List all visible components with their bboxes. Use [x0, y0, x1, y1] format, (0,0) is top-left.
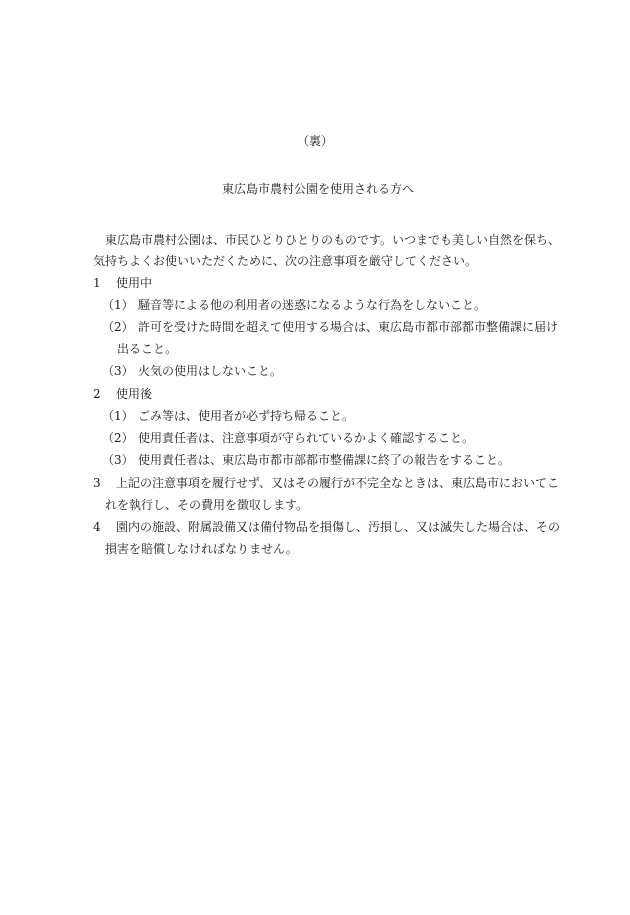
section-4-text-1: 園内の施設、附属設備又は備付物品を損傷し、汚損し、又は滅失した場合は、その: [116, 520, 561, 534]
section-1-heading: 使用中: [116, 276, 153, 290]
section-2-item-3-text: 使用責任者は、東広島市都市部都市整備課に終了の報告をすること。: [138, 453, 511, 467]
section-4-line-1: [93, 519, 560, 535]
section-1-item-2-text-1: 許可を受けた時間を超えて使用する場合は、東広島市都市部都市整備課に届け: [138, 320, 559, 334]
intro-line-2: 気持ちよくお使いいただくために、次の注意事項を厳守してください。: [93, 254, 478, 268]
side-label: （裏）: [296, 134, 333, 148]
intro-line-1: 東広島市農村公園は、市民ひとりひとりのものです。いつまでも美しい自然を保ち、: [105, 233, 561, 247]
section-4-text-2: 損害を賠償しなければなりません。: [105, 542, 298, 556]
section-1-item-1: [102, 297, 486, 313]
section-2-item-1: [102, 408, 354, 424]
section-2-item-1-text: ごみ等は、使用者が必ず持ち帰ること。: [138, 409, 355, 423]
section-1-item-1-number: （1）: [102, 298, 134, 312]
section-3-line-1: [93, 475, 559, 491]
section-2-header: [93, 386, 152, 402]
section-2-item-2-text: 使用責任者は、注意事項が守られているかよく確認すること。: [138, 431, 475, 445]
section-1-item-3-text: 火気の使用はしないこと。: [138, 364, 283, 378]
section-3-number: 3: [93, 476, 101, 490]
section-1-header: [93, 275, 152, 291]
document-title: 東広島市農村公園を使用される方へ: [222, 182, 415, 196]
section-3-text-1: 上記の注意事項を履行せず、又はその履行が不完全なときは、東広島市においてこ: [116, 476, 560, 490]
section-2-item-1-number: （1）: [102, 409, 134, 423]
section-2-item-2: [102, 430, 474, 446]
section-1-item-2-number: （2）: [102, 320, 134, 334]
section-2-number: 2: [93, 387, 101, 401]
section-1-item-2: [102, 319, 558, 335]
section-1-item-3: [102, 363, 282, 379]
section-3-text-2: れを執行し、その費用を徴収します。: [105, 498, 309, 512]
section-1-number: 1: [93, 276, 101, 290]
section-1-item-1-text: 騒音等による他の利用者の迷惑になるような行為をしないこと。: [138, 298, 487, 312]
section-1-item-3-number: （3）: [102, 364, 134, 378]
section-4-number: 4: [93, 520, 101, 534]
section-2-item-2-number: （2）: [102, 431, 134, 445]
section-2-item-3: [102, 452, 510, 468]
section-1-item-2-text-2: 出ること。: [117, 342, 178, 356]
section-2-item-3-number: （3）: [102, 453, 134, 467]
section-2-heading: 使用後: [116, 387, 153, 401]
